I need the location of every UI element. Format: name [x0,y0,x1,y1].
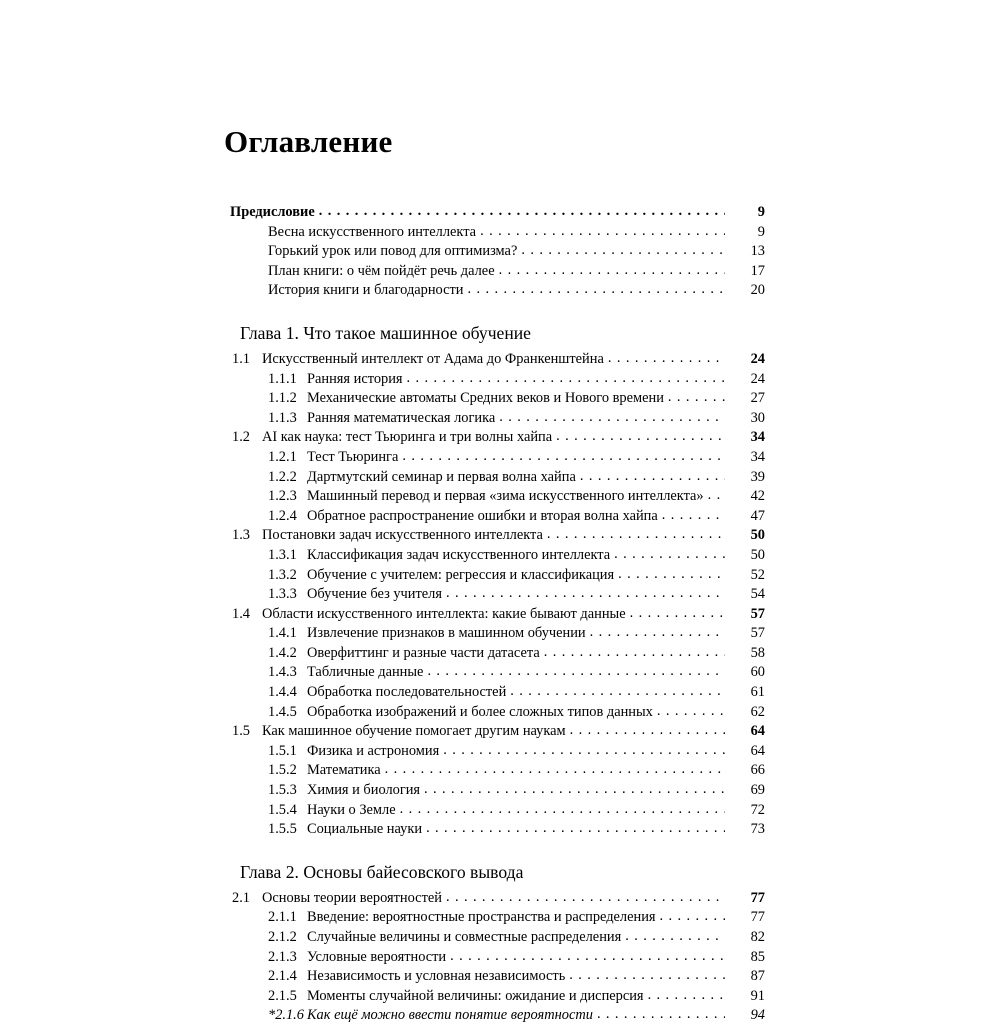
toc-page-number[interactable]: 85 [750,948,765,965]
toc-row[interactable] [0,546,1000,566]
dot-leader [547,525,725,539]
toc-entry-label-1.3.2[interactable]: Обучение с учителем: регрессия и классификация [307,566,615,583]
toc-page-number[interactable]: 34 [750,429,765,446]
dot-leader [480,222,725,236]
toc-entry-number: 1.2.1 [268,448,297,465]
dot-leader [446,888,725,902]
toc-entry-number: 1.2.4 [268,507,297,524]
toc-page-number[interactable]: 72 [750,801,765,818]
toc-page-number[interactable]: 64 [750,742,765,759]
toc-entry-label-2.1.5[interactable]: Моменты случайной величины: ожидание и дисперсия [307,987,644,1004]
toc-entry-label-2.1.1[interactable]: Введение: вероятностные пространства и распределения [307,909,656,926]
toc-row[interactable] [0,389,1000,409]
toc-entry-label-1.5.1[interactable]: Физика и астрономия [307,742,440,759]
chapter-heading[interactable]: Глава 2. Основы байесовского вывода [240,861,524,882]
toc-row[interactable] [0,526,1000,546]
toc-page-number[interactable]: 94 [750,1007,765,1024]
dot-leader [443,741,725,755]
toc-entry-number: 2.1 [232,889,250,906]
toc-row[interactable] [0,987,1000,1007]
toc-entry-label-1.5.3[interactable]: Химия и биология [307,782,421,799]
toc-entry-number: 1.1.3 [268,409,297,426]
toc-entry-label-горький-урок-или-повод-для-оптимизма[interactable]: Горький урок или повод для оптимизма? [268,243,518,260]
toc-entry-label-предисловие[interactable]: Предисловие [230,204,315,220]
dot-leader [402,447,725,461]
toc-entry-label-план-книги-о-чём-пойдёт-речь-далее[interactable]: План книги: о чём пойдёт речь далее [268,262,495,279]
toc-row[interactable] [0,507,1000,527]
dot-leader [569,966,725,980]
toc-page-number[interactable]: 20 [750,282,765,299]
toc-row[interactable] [0,928,1000,948]
toc-page-number[interactable]: 66 [750,762,765,779]
chapter-heading[interactable]: Глава 1. Что такое машинное обучение [240,322,531,343]
toc-row[interactable] [0,281,1000,301]
toc-entry-label-1.1[interactable]: Искусственный интеллект от Адама до Франкенштейна [262,350,604,367]
toc-page-number[interactable]: 57 [750,605,765,622]
dot-leader [608,349,725,363]
dot-leader [544,643,725,657]
toc-entry-label-1.3[interactable]: Постановки задач искусственного интеллекта [262,527,543,544]
spacer [0,301,1000,322]
toc-row[interactable] [0,948,1000,968]
toc-entry-number: *2.1.6 [268,1007,304,1024]
toc-page-number[interactable]: 82 [750,929,765,945]
toc-page-number[interactable]: 91 [750,987,765,1004]
dot-leader [499,261,725,275]
page-title: Оглавление [224,123,393,159]
toc-entry-number: 2.1.4 [268,968,297,985]
dot-leader [708,486,725,500]
toc-entry-label-1.4[interactable]: Области искусственного интеллекта: какие бывают данные [262,605,626,622]
toc-row[interactable] [0,350,1000,370]
toc-row[interactable] [0,1006,1000,1026]
toc-entry-label-1.2.4[interactable]: Обратное распространение ошибки и вторая волна хайпа [307,507,658,524]
dot-leader [499,408,725,422]
toc-entry-number: 1.4.4 [268,684,297,701]
dot-leader [625,927,725,941]
toc-row[interactable] [0,262,1000,282]
toc-row[interactable] [0,761,1000,781]
toc-row[interactable] [0,605,1000,625]
toc-page-number[interactable]: 13 [750,243,765,260]
toc-entry-label-1.4.5[interactable]: Обработка изображений и более сложных типов данных [307,703,653,720]
toc-page-number[interactable]: 50 [750,527,765,544]
toc-entry-number: 1.3.3 [268,586,297,603]
dot-leader [521,241,725,255]
toc-row[interactable] [0,223,1000,243]
toc-entry-label-2.1[interactable]: Основы теории вероятностей [262,889,442,906]
dot-leader [510,682,725,696]
toc-entry-label-1.1.1[interactable]: Ранняя история [307,370,403,387]
toc-page-number[interactable]: 50 [750,546,765,563]
toc-page-number[interactable]: 73 [750,821,765,838]
dot-leader [556,427,725,441]
dot-leader [630,604,725,618]
toc-entry-label-1.1.2[interactable]: Механические автоматы Средних веков и Нового времени [307,390,664,407]
toc-entry-number: 1.3.2 [268,566,297,583]
toc-page-number[interactable]: 69 [750,782,765,799]
toc-entry-number: 1.4.2 [268,644,297,661]
toc-row[interactable] [0,908,1000,928]
toc-page-number[interactable]: 60 [750,664,765,681]
toc-entry-label-1.4.4[interactable]: Обработка последовательностей [307,684,507,701]
toc-entry-number: 1.4.3 [268,664,297,681]
dot-leader [400,800,725,814]
toc-entry-number: 1.3 [232,527,250,544]
toc-entry-label-1.2[interactable]: AI как наука: тест Тьюринга и три волны хайпа [262,429,553,446]
toc-page-number[interactable]: 24 [750,370,765,387]
toc-row[interactable] [0,370,1000,390]
toc-page-number[interactable]: 57 [750,625,765,642]
dot-leader [424,780,725,794]
toc-page-number[interactable]: 54 [750,586,765,603]
toc-page-number[interactable]: 30 [750,409,765,426]
toc-page-number[interactable]: 47 [750,507,765,524]
toc-entry-label-весна-искусственного-интеллекта[interactable]: Весна искусственного интеллекта [268,223,477,240]
toc-entry-label-1.2.3[interactable]: Машинный перевод и первая «зима искусственного интеллекта» [307,488,704,505]
toc-row[interactable] [0,703,1000,723]
toc-row[interactable] [0,683,1000,703]
toc-page-number[interactable]: 62 [750,703,765,720]
toc-row[interactable] [0,967,1000,987]
toc-entry-label-1.2.2[interactable]: Дартмутский семинар и первая волна хайпа [307,468,576,485]
toc-row[interactable] [0,468,1000,488]
toc-entry-label-1.5.2[interactable]: Математика [307,762,381,779]
dot-leader [618,565,725,579]
toc-row[interactable] [0,448,1000,468]
toc-entry-number: 1.1.2 [268,390,297,407]
toc-row[interactable] [0,566,1000,586]
dot-leader [648,986,725,1000]
toc-row[interactable] [0,624,1000,644]
toc-entry-label-история-книги-и-благодарности[interactable]: История книги и благодарности [268,282,464,299]
toc-entry-label-1.1.3[interactable]: Ранняя математическая логика [307,409,496,426]
toc-page-number[interactable]: 24 [750,350,765,367]
toc-row[interactable] [0,722,1000,742]
toc-entry-number: 1.1.1 [268,370,297,387]
toc-entry-number: 1.2.2 [268,468,297,485]
toc-page-number[interactable]: 9 [757,223,765,240]
dot-leader [597,1005,725,1019]
toc-page-number[interactable]: 42 [750,488,765,505]
toc-entry-label-1.3.3[interactable]: Обучение без учителя [307,586,442,603]
dot-leader [385,760,725,774]
toc-entry-label-1.3.1[interactable]: Классификация задач искусственного интеллекта [307,546,611,563]
dot-leader [614,545,725,559]
toc-entry-label-1.5[interactable]: Как машинное обучение помогает другим наукам [262,723,566,740]
dot-leader [662,506,725,520]
dot-leader [319,202,725,216]
toc-entry-number: 1.5.1 [268,742,297,759]
toc-entry-number: 1.4.1 [268,625,297,642]
toc-row[interactable] [0,663,1000,683]
toc-row[interactable] [0,742,1000,762]
dot-leader [446,584,725,598]
toc-entry-number: 1.1 [232,350,250,367]
toc-page-number[interactable]: 17 [750,262,765,279]
toc-entry-number: 2.1.1 [268,909,297,926]
toc-entry-number: 1.4 [232,605,250,622]
toc-entry-label-1.5.5[interactable]: Социальные науки [307,821,423,838]
toc-entry-label-1.4.2[interactable]: Оверфиттинг и разные части датасета [307,644,540,661]
toc-entry-number: 1.5.5 [268,821,297,838]
toc-entry-number: 2.1.3 [268,948,297,965]
toc-entry-label-2.1.2[interactable]: Случайные величины и совместные распределения [307,929,622,945]
toc-entry-label-1.2.1[interactable]: Тест Тьюринга [307,448,399,465]
toc-page-number[interactable]: 9 [757,204,765,220]
toc-page-number[interactable]: 27 [750,390,765,407]
dot-leader [668,388,725,402]
toc-entry-label-1.4.1[interactable]: Извлечение признаков в машинном обучении [307,625,586,642]
toc-entry-label-2.1.3[interactable]: Условные вероятности [307,948,447,965]
toc-page-number[interactable]: 58 [750,644,765,661]
toc-row[interactable] [0,644,1000,664]
dot-leader [407,369,725,383]
toc-entry-number: 1.5.4 [268,801,297,818]
toc-page-number[interactable]: 39 [750,468,765,485]
dot-leader [660,907,725,921]
dot-leader [590,623,725,637]
dot-leader [467,280,725,294]
toc-row[interactable] [0,801,1000,821]
toc-entry-number: 2.1.2 [268,929,297,945]
toc-row[interactable] [0,428,1000,448]
toc-page-number[interactable]: 52 [750,566,765,583]
toc-entry-label-1.5.4[interactable]: Науки о Земле [307,801,396,818]
toc-entry-number: 1.5.3 [268,782,297,799]
dot-leader [580,467,725,481]
toc-entry-number: 1.5 [232,723,250,740]
dot-leader [426,819,725,833]
toc-row[interactable] [0,242,1000,262]
toc-row[interactable] [0,585,1000,605]
toc-page-number[interactable]: 34 [750,448,765,465]
spacer [0,840,1000,861]
toc-entry-number: 1.3.1 [268,546,297,563]
toc-page-number[interactable]: 61 [750,684,765,701]
toc-row[interactable] [0,203,1000,223]
toc-page-number[interactable]: 87 [750,968,765,985]
toc-entry-label-2.1.6[interactable]: Как ещё можно ввести понятие вероятности [307,1007,593,1024]
toc-entry-list [0,203,1000,1026]
toc-entry-label-1.4.3[interactable]: Табличные данные [307,664,424,681]
toc-entry-number: 1.2.3 [268,488,297,505]
dot-leader [450,947,725,961]
dot-leader [427,662,725,676]
toc-row[interactable] [0,781,1000,801]
toc-page-number[interactable]: 64 [750,723,765,740]
toc-row[interactable] [0,820,1000,840]
dot-leader [570,721,725,735]
toc-entry-number: 1.5.2 [268,762,297,779]
toc-page-number[interactable]: 77 [750,909,765,926]
toc-row[interactable] [0,409,1000,429]
toc-row[interactable] [0,487,1000,507]
toc-row[interactable] [0,889,1000,909]
toc-entry-label-2.1.4[interactable]: Независимость и условная независимость [307,968,566,985]
toc-page-number[interactable]: 77 [750,889,765,906]
toc-entry-number: 1.4.5 [268,703,297,720]
toc-entry-number: 1.2 [232,429,250,446]
toc-entry-number: 2.1.5 [268,987,297,1004]
dot-leader [657,702,725,716]
